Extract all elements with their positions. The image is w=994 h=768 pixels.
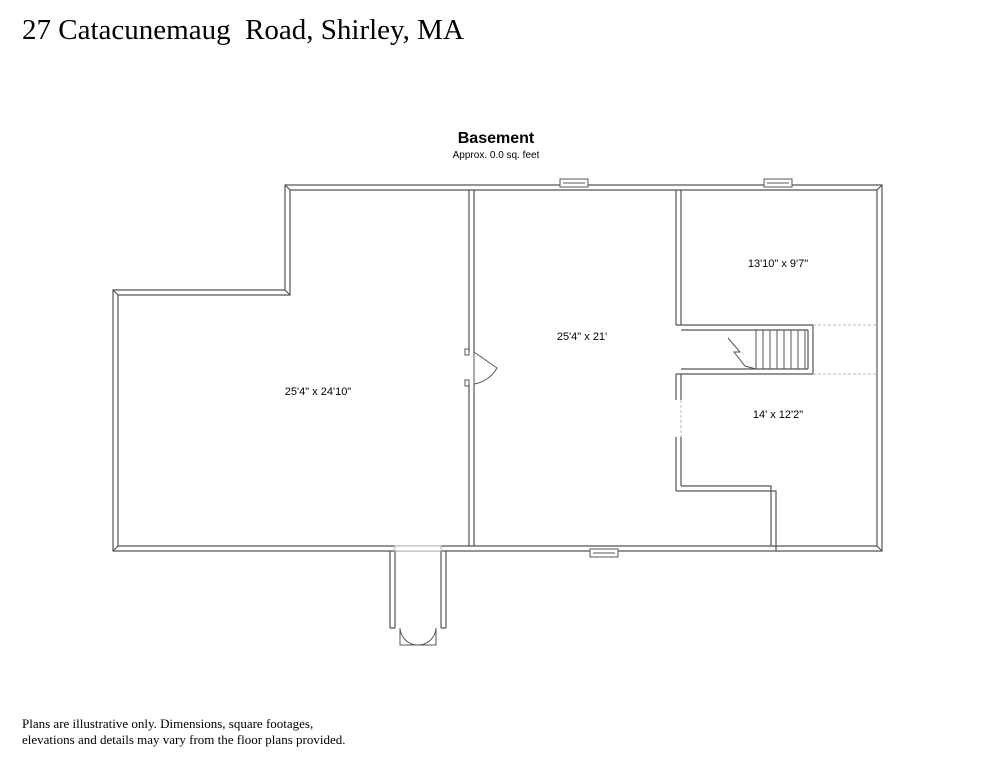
disclaimer-line-1: Plans are illustrative only. Dimensions, square footages, (22, 716, 314, 731)
stair-wall-top (676, 325, 813, 374)
window-top-right (764, 179, 792, 187)
disclaimer-line-2: elevations and details may vary from the floor plans provided. (22, 732, 346, 747)
interior-door (474, 352, 497, 384)
entry-top-marks (395, 546, 441, 551)
stair-wall-bottom (676, 369, 813, 374)
lower-right-notch (676, 486, 776, 551)
room-upper-right-dimensions: 13'10" x 9'7" (747, 258, 809, 270)
partition-middle-right (676, 190, 681, 491)
room-lower-right-dimensions: 14' x 12'2" (752, 409, 804, 421)
room-middle-dimensions: 25'4" x 21' (556, 331, 608, 343)
entry-walls (390, 551, 446, 628)
property-address: 27 Catacunemaug Road, Shirley, MA (22, 14, 464, 46)
exterior-double-door (400, 628, 436, 645)
disclaimer (22, 716, 382, 748)
window-top-middle (560, 179, 588, 187)
floor-area: Approx. 0.0 sq. feet (452, 150, 540, 161)
room-left-dimensions: 25'4" x 24'10" (284, 386, 352, 398)
floor-title: Basement (457, 130, 535, 147)
partition-left-middle (469, 190, 474, 546)
stairs (728, 330, 805, 369)
window-bottom-middle (590, 549, 618, 557)
